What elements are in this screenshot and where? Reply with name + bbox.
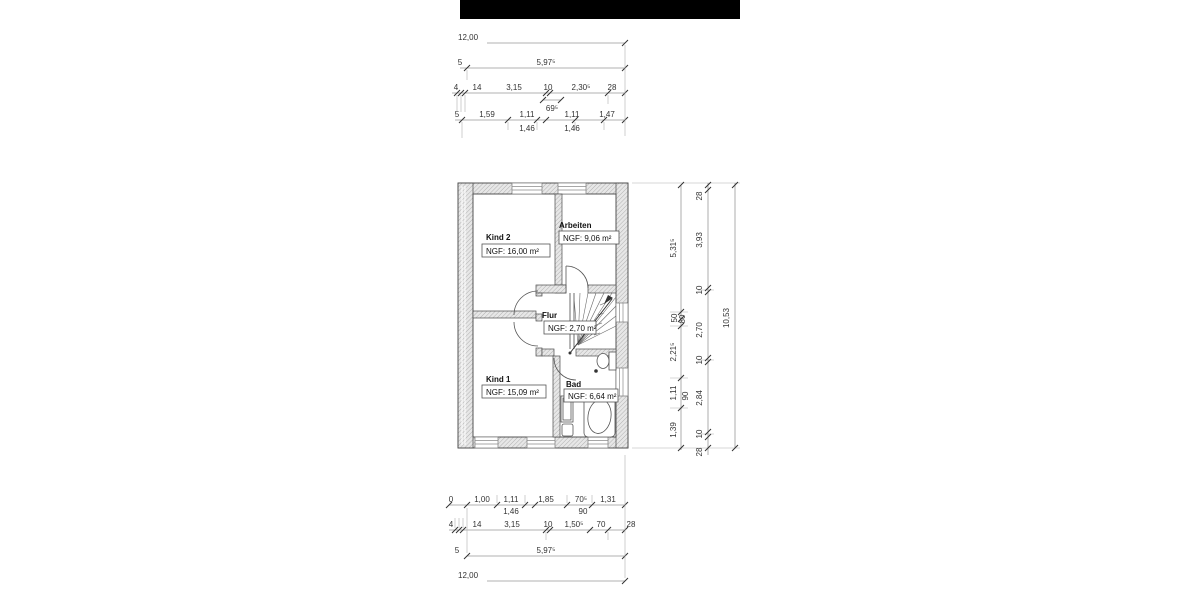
small-fixture [562, 424, 573, 436]
dim-label: 5,31⁵ [669, 238, 678, 258]
dim-label: 90 [681, 391, 690, 401]
dim-label: 10 [695, 285, 704, 295]
dim-label: 4 [448, 520, 454, 529]
top-dimensions [452, 33, 628, 138]
dim-label: 69⁵ [545, 104, 559, 113]
dim-label: 28 [626, 520, 636, 529]
dim-label: 1,46 [519, 124, 535, 133]
dim-label: 14 [472, 520, 482, 529]
dim-label: 90 [578, 507, 588, 516]
room-label-kind1: Kind 1 [486, 375, 511, 384]
dim-label: 0 [448, 495, 454, 504]
bottom-dimensions [446, 455, 636, 584]
dim-label: 1,50⁵ [564, 520, 584, 529]
stair-walk-start [569, 352, 572, 355]
drain-dot [594, 369, 598, 373]
window-top-1 [512, 183, 542, 194]
dim-label: 12,00 [458, 571, 479, 580]
dim-label: 2,70 [695, 322, 704, 338]
right-dimensions [632, 182, 740, 456]
dim-label: 1,85 [538, 495, 554, 504]
wall-arbeiten-south [588, 285, 616, 293]
dim-label: 5,97⁵ [536, 58, 556, 67]
window-bottom-2 [527, 437, 555, 448]
room-area-kind2: NGF: 16,00 m² [486, 247, 539, 256]
room-area-bad: NGF: 6,64 m² [568, 392, 617, 401]
dim-label: 28 [695, 447, 704, 457]
dim-label: 1,47 [599, 110, 615, 119]
dim-label: 2,84 [695, 390, 704, 406]
dim-label: 1,11 [503, 495, 519, 504]
wall-kind2-kind1 [473, 311, 536, 318]
dim-label: 4 [453, 83, 459, 92]
dim-label: 80 [678, 314, 687, 324]
dim-label: 10 [695, 355, 704, 365]
wall-flur-north [536, 285, 566, 293]
dim-label: 3,93 [695, 232, 704, 248]
room-area-flur: NGF: 2,70 m² [548, 324, 597, 333]
dim-label: 28 [607, 83, 617, 92]
door-arc-arbeiten [566, 266, 588, 288]
dim-label: 70⁵ [574, 495, 588, 504]
wall-top [458, 183, 628, 194]
dim-label: 1,00 [474, 495, 490, 504]
dim-label: 28 [695, 191, 704, 201]
wall-flur-west-stub [536, 348, 542, 356]
room-label-arbeiten: Arbeiten [559, 221, 592, 230]
dim-label: 1,11 [669, 385, 678, 401]
dim-label: 1,39 [669, 422, 678, 438]
dim-label: 14 [472, 83, 482, 92]
room-label-bad: Bad [566, 380, 582, 389]
dim-label: 12,00 [458, 33, 479, 42]
dim-label: 3,15 [506, 83, 522, 92]
toilet-tank [609, 352, 616, 370]
dim-label: 1,59 [479, 110, 495, 119]
dim-label: 10 [695, 429, 704, 439]
dim-label: 10 [543, 83, 553, 92]
room-label-kind2: Kind 2 [486, 233, 511, 242]
dim-label: 1,31 [600, 495, 616, 504]
toilet-bowl [597, 354, 609, 369]
floor-plan [458, 183, 628, 448]
dim-label: 5,97⁵ [536, 546, 556, 555]
room-label-flur: Flur [542, 311, 558, 320]
dim-label: 2,30⁵ [571, 83, 591, 92]
dim-label: 1,11 [564, 110, 580, 119]
wall-flur-south [542, 349, 554, 356]
dim-label: 5 [454, 546, 460, 555]
title-block-redacted-bar [460, 0, 740, 19]
dim-label: 5 [454, 110, 460, 119]
dim-label: 1,46 [503, 507, 519, 516]
window-right-1 [616, 303, 628, 322]
window-bottom-1 [475, 437, 498, 448]
dim-label: 3,15 [504, 520, 520, 529]
room-area-arbeiten: NGF: 9,06 m² [563, 234, 612, 243]
window-bottom-3 [588, 437, 608, 448]
dim-label: 1,11 [519, 110, 535, 119]
dim-label: 10 [543, 520, 553, 529]
dim-label: 10,53 [722, 307, 731, 329]
wall-flur-west-stub [536, 293, 542, 296]
room-area-kind1: NGF: 15,09 m² [486, 388, 539, 397]
door-arc-flur-kind1 [514, 322, 538, 346]
window-top-2 [558, 183, 586, 194]
dim-label: 1,46 [564, 124, 580, 133]
dim-label: 50 [670, 313, 679, 323]
dim-label: 2,21⁵ [669, 342, 678, 362]
dim-label: 70 [596, 520, 606, 529]
dim-label: 5 [457, 58, 463, 67]
